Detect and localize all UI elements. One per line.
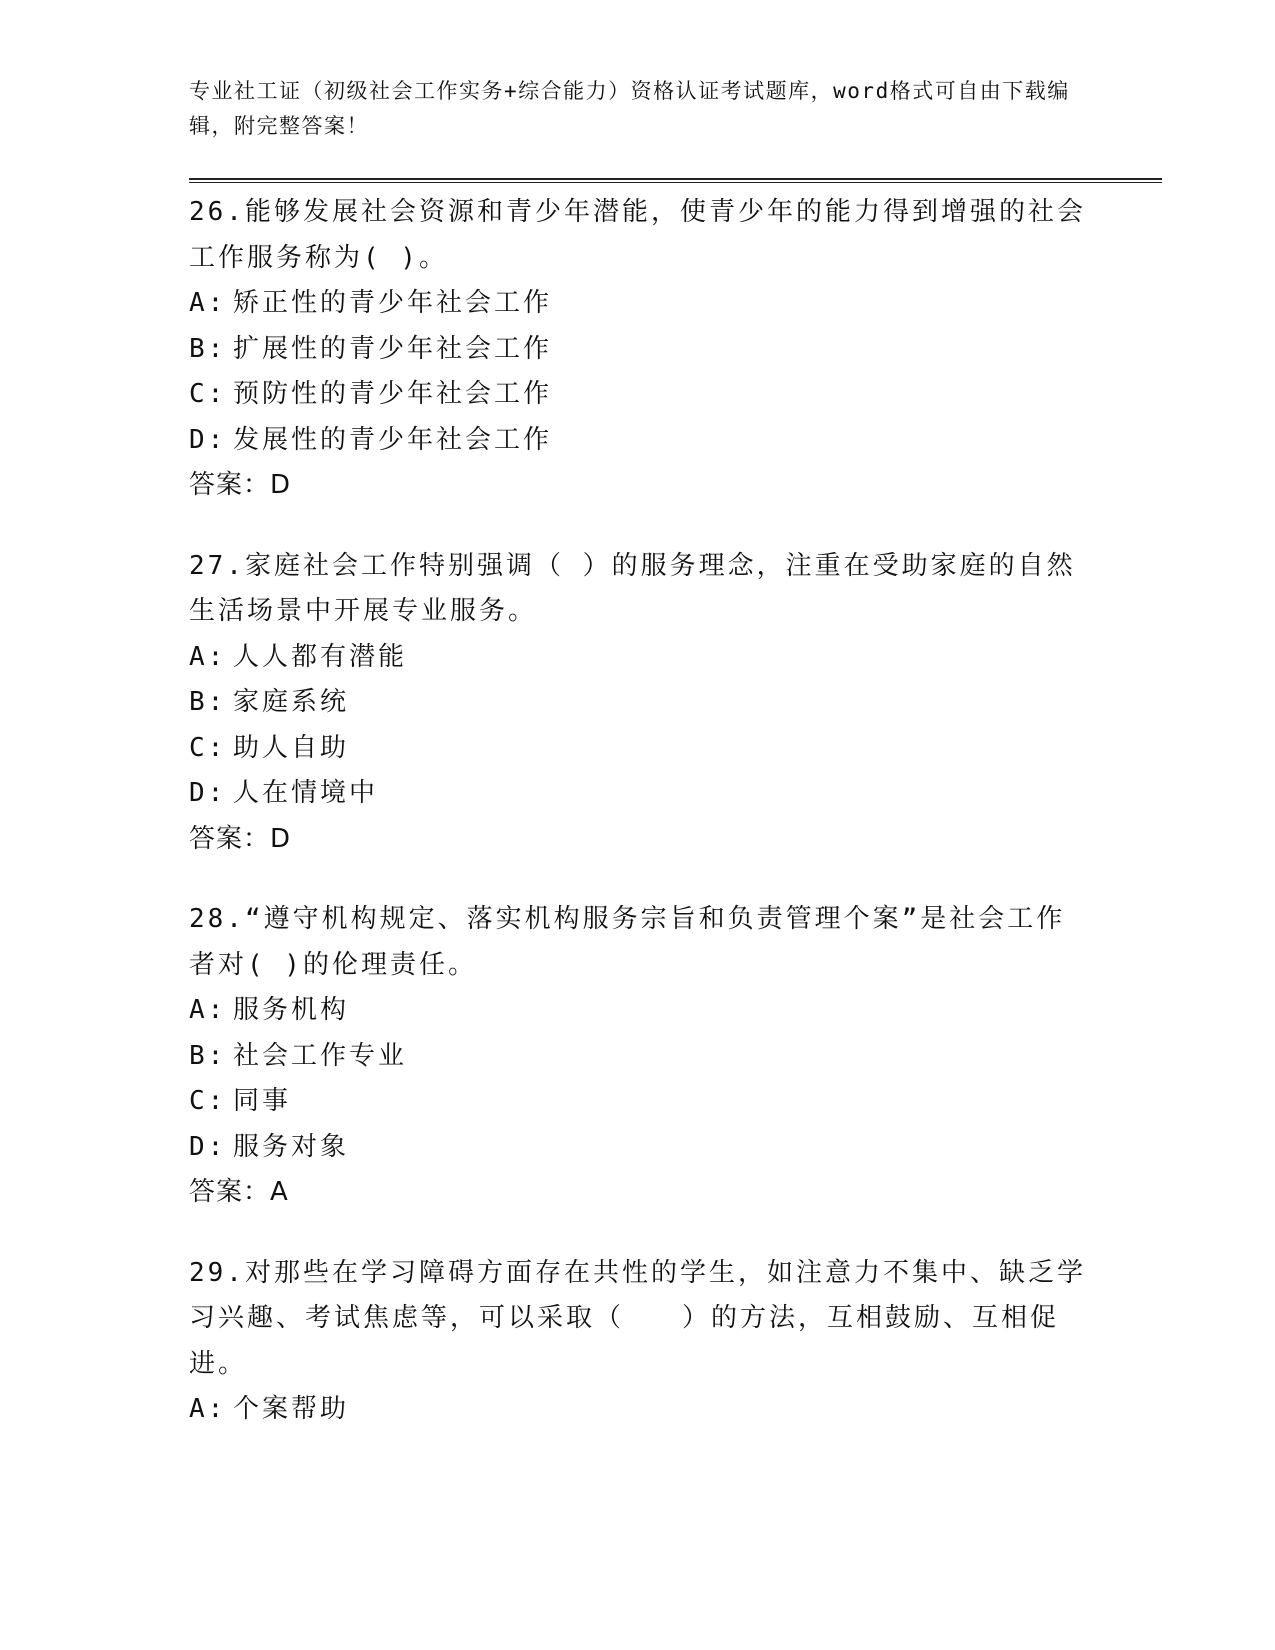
- option-c: [189, 372, 1089, 418]
- option-text: 同事: [233, 1086, 292, 1116]
- option-letter: A:: [189, 641, 227, 672]
- option-text: 助人自助: [233, 732, 350, 763]
- header-divider: [189, 178, 1162, 183]
- option-text: 服务对象: [233, 1131, 350, 1162]
- answer-line: 答案：D: [189, 470, 292, 500]
- option-a: [189, 281, 1089, 327]
- option-letter: C:: [189, 379, 227, 409]
- option-a: [189, 635, 1089, 681]
- question-list: [189, 190, 1089, 1468]
- option-letter: B:: [189, 333, 227, 364]
- question-28: [189, 897, 1089, 1216]
- option-a: [189, 1387, 1089, 1433]
- option-letter: C:: [189, 732, 227, 763]
- question-stem: 29.对那些在学习障碍方面存在共性的学生，如注意力不集中、缺乏学习兴趣、考试焦虑等，可以采取（ ）的方法，互相鼓励、互相促进。: [189, 1257, 1086, 1379]
- question-stem: 28.“遵守机构规定、落实机构服务宗旨和负责管理个案”是社会工作者对( )的伦理责任。: [189, 904, 1066, 980]
- option-b: [189, 680, 1089, 726]
- option-text: 家庭系统: [233, 687, 350, 717]
- option-b: [189, 1034, 1089, 1080]
- question-stem: 26.能够发展社会资源和青少年潜能，使青少年的能力得到增强的社会工作服务称为( )。: [189, 197, 1086, 273]
- option-text: 个案帮助: [233, 1394, 350, 1424]
- option-d: [189, 418, 1089, 464]
- option-letter: A:: [189, 995, 227, 1025]
- option-text: 人在情境中: [233, 778, 379, 808]
- option-d: [189, 1125, 1089, 1171]
- option-c: [189, 1079, 1089, 1125]
- question-26: [189, 190, 1089, 509]
- option-text: 预防性的青少年社会工作: [233, 379, 553, 409]
- option-letter: A:: [189, 288, 227, 318]
- option-d: [189, 771, 1089, 817]
- option-b: [189, 327, 1089, 373]
- option-letter: A:: [189, 1394, 227, 1424]
- answer-line: 答案：A: [189, 1177, 289, 1207]
- document-header: 专业社工证（初级社会工作实务+综合能力）资格认证考试题库，word格式可自由下载编辑，附完整答案！: [189, 79, 1070, 138]
- option-text: 发展性的青少年社会工作: [233, 424, 553, 455]
- option-text: 矫正性的青少年社会工作: [233, 288, 553, 318]
- question-stem: 27.家庭社会工作特别强调（ ）的服务理念，注重在受助家庭的自然生活场景中开展专业服务。: [189, 550, 1076, 626]
- question-27: [189, 544, 1089, 863]
- option-letter: D:: [189, 1131, 227, 1162]
- option-text: 社会工作专业: [233, 1040, 408, 1071]
- option-letter: B:: [189, 1040, 227, 1071]
- option-letter: D:: [189, 424, 227, 455]
- option-letter: B:: [189, 687, 227, 717]
- option-text: 人人都有潜能: [233, 641, 408, 672]
- answer-line: 答案：D: [189, 823, 292, 854]
- option-letter: C:: [189, 1086, 227, 1116]
- option-text: 服务机构: [233, 995, 350, 1025]
- option-a: [189, 988, 1089, 1034]
- option-text: 扩展性的青少年社会工作: [233, 333, 553, 364]
- question-29: [189, 1251, 1089, 1433]
- option-letter: D:: [189, 778, 227, 808]
- option-c: [189, 726, 1089, 772]
